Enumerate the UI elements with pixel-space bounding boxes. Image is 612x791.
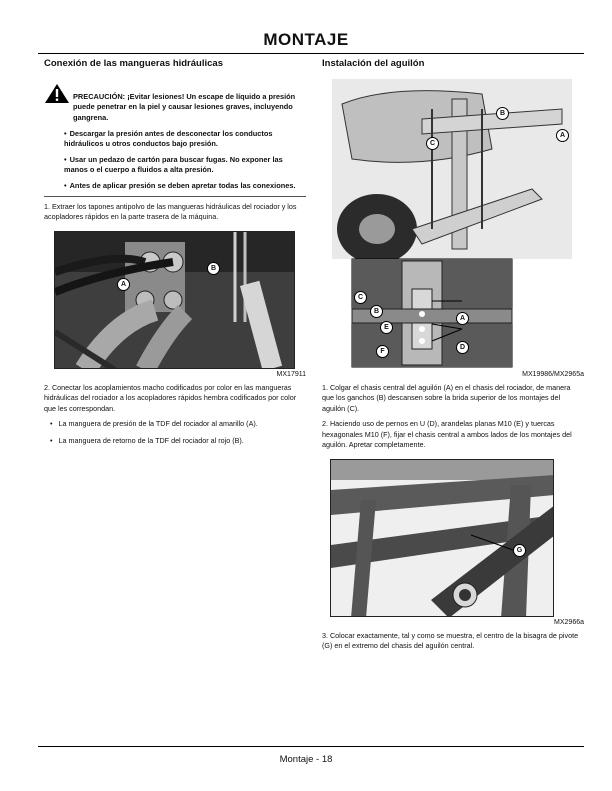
step-1-text: 1. Extraer los tapones antipolvo de las mangueras hidráulicas del rociador y los acopladores rápidos en la parte trasera de la máquina.: [44, 201, 297, 222]
bullet-icon: •: [64, 154, 67, 164]
right-column: [322, 58, 584, 652]
callout-label: D: [456, 341, 469, 354]
callout-label: A: [456, 312, 469, 325]
section-heading-boom: Instalación del aguilón: [322, 58, 425, 69]
photo-caption: MX17911: [276, 370, 306, 378]
warning-bullet: • Usar un pedazo de cartón para buscar fugas. No exponer las manos o el cuerpo a fluidos a alta presión.: [64, 154, 283, 175]
bullet-icon: •: [64, 129, 67, 139]
photo-caption: MX2966a: [554, 618, 584, 626]
hose-couplers-illustration: [55, 232, 295, 369]
warning-triangle-icon: [44, 83, 70, 104]
footer-rule: [38, 746, 584, 747]
callout-label: C: [426, 137, 439, 150]
warning-bullets: [64, 129, 306, 191]
boom-install-illustration: [332, 79, 572, 369]
section-heading-hoses: Conexión de las mangueras hidráulicas: [44, 58, 223, 69]
warning-box: [44, 83, 306, 197]
bullet-icon: •: [64, 180, 67, 190]
page-number: Montaje - 18: [279, 754, 333, 765]
bullet-icon: •: [50, 435, 53, 445]
warning-bullet: • Descargar la presión antes de desconectar los conductos hidráulicos u otros conductos bajo presión.: [64, 129, 273, 149]
photo-boom-install: [332, 79, 572, 369]
callout-label: G: [513, 544, 526, 557]
header-rule: [38, 53, 584, 54]
pivot-hinge-illustration: [331, 460, 554, 617]
photo-caption: MX19986/MX2965a: [522, 371, 584, 378]
callout-label: F: [376, 345, 389, 358]
hose-bullets: [50, 419, 306, 446]
step-2-text: 2. Conectar los acoplamientos macho codificados por color en las mangueras hidráulicas del rociador a los acopladores rápidos hembra codificados por color que les correspondan.: [44, 382, 297, 413]
step-2-text: 2. Haciendo uso de pernos en U (D), arandelas planas M10 (E) y tuercas hexagonales M10 (F), fijar el chasis central a ambos lados de los montajes del aguilón. Apretar completamente.: [322, 419, 572, 450]
callout-label: A: [117, 278, 130, 291]
callout-label: B: [370, 305, 383, 318]
bullet-icon: •: [50, 419, 53, 429]
callout-label: C: [354, 291, 367, 304]
callout-label: B: [207, 262, 220, 275]
photo-hose-couplers: [54, 231, 295, 369]
warning-bullet: • Antes de aplicar presión se deben apretar todas las conexiones.: [64, 180, 296, 190]
warning-intro: PRECAUCIÓN: ¡Evitar lesiones! Un escape de líquido a presión puede penetrar en la piel y causar lesiones graves, incluyendo gangrena.: [73, 92, 296, 122]
warning-divider: [44, 196, 306, 197]
callout-label: A: [556, 129, 569, 142]
list-item: • La manguera de presión de la TDF del rociador al amarillo (A).: [50, 419, 258, 429]
step-3-text: 3. Colocar exactamente, tal y como se muestra, el centro de la bisagra de pivote (G) en el extremo del chasis del aguilón central.: [322, 630, 579, 651]
photo-pivot-hinge: [330, 459, 554, 617]
left-column: [44, 58, 306, 452]
callout-label: E: [380, 321, 393, 334]
step-1-text: 1. Colgar el chasis central del aguilón (A) en el chasis del rociador, de manera que los ganchos (B) descansen sobre la brida superior de los montajes del aguilón (C).: [322, 383, 571, 413]
page-title: MONTAJE: [263, 30, 349, 49]
callout-label: B: [496, 107, 509, 120]
list-item: • La manguera de retorno de la TDF del rociador al rojo (B).: [50, 435, 244, 445]
